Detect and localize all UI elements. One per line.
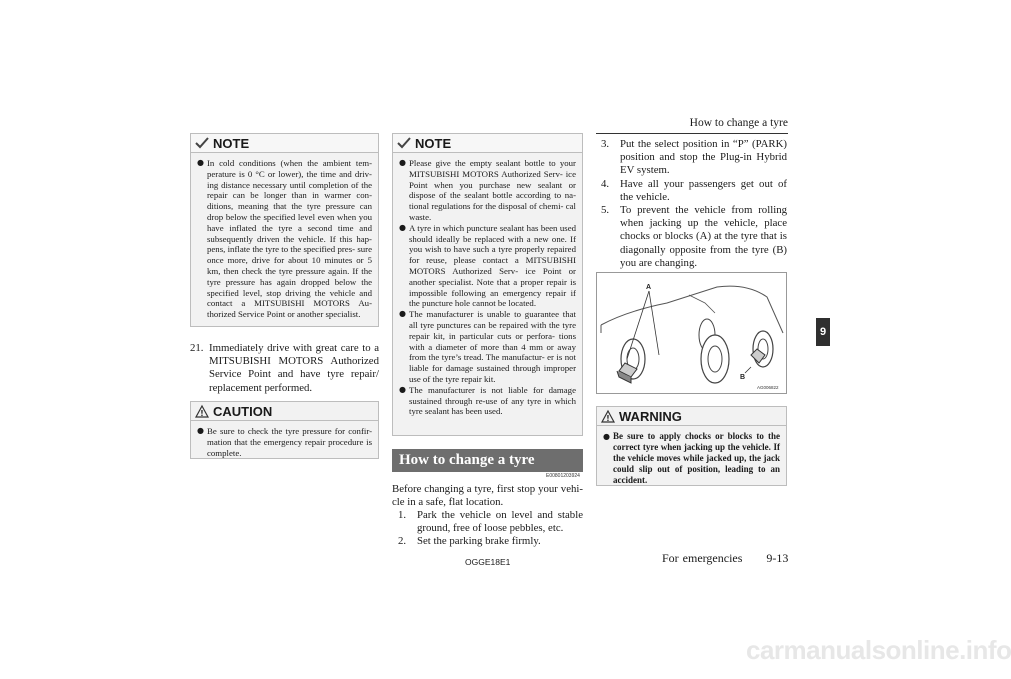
note-label: NOTE: [213, 135, 250, 151]
bullet-icon: ●: [399, 158, 406, 167]
warning-text: Be sure to apply chocks or blocks to the correct tyre when jacking up the vehicle. If the vehicle moves while jacked up, the jack could slip out of position, leading to an accident.: [613, 431, 780, 485]
caution-box: [190, 401, 379, 459]
warning-triangle-icon: [601, 410, 615, 423]
step-text: Have all your passengers get out of the vehicle.: [620, 177, 787, 203]
note-text: In cold conditions (when the ambient tem- perature is 0 °C or lower), the time and driv- ing distance necessary until completion of the repair can be longer than in warmer con- ditions, meaning that the tyre pressure can drop below the specified level even when you have inflated the tyre a second time and subsequently driven the vehicle. If this hap- pens, inflate the tyre to the specified pres- sure once more, drive for about 10 minutes or 5 km, then check the tyre pressure again. If the tyre pressure has again dropped below the specified level, stop driving the vehicle and contact a MITSUBISHI MOTORS Au- thorized Service Point or another specialist.: [207, 158, 372, 320]
note-text: The manufacturer is not liable for damage sustained through re-use of any tyre in which tyre sealant has been used.: [409, 384, 576, 417]
caution-triangle-icon: [195, 405, 209, 418]
bullet-icon: ●: [399, 222, 406, 232]
warning-header: [597, 407, 786, 426]
step-text: Set the parking brake firmly.: [417, 535, 541, 548]
bullet-icon: ●: [603, 432, 610, 441]
watermark: carmanualsonline.info: [746, 635, 1011, 665]
note-label: NOTE: [415, 135, 452, 151]
figure-code: AG006822: [757, 385, 779, 390]
bullet-icon: ●: [197, 158, 204, 167]
figure-label-a: A: [646, 284, 652, 291]
warning-label: WARNING: [619, 408, 682, 424]
svg-text:!: !: [606, 413, 610, 423]
step-text: Park the vehicle on level and stable ground, free of loose pebbles, etc.: [417, 509, 583, 535]
step-item: [601, 204, 787, 270]
figure-label-b: B: [740, 374, 746, 381]
step-number: 3.: [601, 138, 610, 150]
step-number: 5.: [601, 204, 610, 217]
note-body: [191, 153, 378, 326]
note-box-1: [190, 133, 379, 327]
note-check-icon: [397, 137, 411, 149]
page-number: 9-13: [766, 551, 789, 565]
list-item: [197, 158, 372, 320]
list-item: [399, 385, 576, 417]
step-text: Immediately drive with great care to a MITSUBISHI MOTORS Authorized Service Point and have tyre repair/ replacement performed.: [209, 342, 379, 394]
list-item: [399, 223, 576, 309]
note-header: [393, 134, 582, 153]
step-21: [190, 342, 379, 395]
note-header: [191, 134, 378, 153]
step-number: 2.: [398, 535, 407, 548]
bullet-icon: ●: [399, 309, 406, 319]
caution-body: [191, 421, 378, 464]
note-check-icon: [195, 137, 209, 149]
chapter-tab[interactable]: 9: [816, 318, 830, 346]
step-number: 1.: [398, 509, 407, 521]
step-text: To prevent the vehicle from rolling when jacking up the vehicle, place chocks or blocks (A) at the tyre that is diagonally opposite from the tyre (B) you are changing.: [620, 204, 787, 269]
bullet-icon: ●: [399, 384, 406, 394]
note-box-2: [392, 133, 583, 436]
section-code: E00801203924: [546, 473, 580, 479]
caution-label: CAUTION: [213, 403, 273, 419]
running-header: How to change a tyre: [689, 117, 788, 129]
warning-body: [597, 426, 786, 492]
page-footer: [662, 551, 788, 566]
section-steps: [398, 509, 583, 549]
step-item: [601, 138, 787, 178]
list-item: [399, 158, 576, 223]
bullet-icon: ●: [197, 426, 204, 435]
step-number: 4.: [601, 177, 610, 190]
header-rule: [596, 133, 788, 134]
footer-section: For emergencies: [662, 551, 743, 565]
right-steps: [601, 138, 787, 270]
svg-text:!: !: [200, 408, 204, 418]
section-intro: Before changing a tyre, first stop your vehi- cle in a safe, flat location.: [392, 483, 583, 509]
figure-frame: [596, 272, 787, 394]
list-item: [603, 431, 780, 486]
caution-text: Be sure to check the tyre pressure for confir- mation that the emergency repair procedure is complete.: [207, 426, 372, 458]
doc-code: OGGE18E1: [465, 557, 511, 567]
list-item: [197, 426, 372, 458]
step-text: Put the select position in “P” (PARK) position and stop the Plug-in Hybrid EV system.: [620, 138, 787, 177]
section-title: How to change a tyre: [392, 449, 583, 472]
step-item: [601, 178, 787, 204]
note-text: The manufacturer is unable to guarantee that all tyre punctures can be repaired with the tyre repair kit, in particular cuts or perfora- tions with a diameter of more than 4 mm or away from the tyre’s tread. The manufactur- er is not liable for damage sustained through improper use of the tyre repair kit.: [409, 309, 576, 384]
note-body: [393, 153, 582, 423]
note-text: A tyre in which puncture sealant has been used should ideally be replaced with a new one. If you wish to have such a tyre properly repaired for reuse, please contact a MITSUBISHI MOTORS Authorized Serv- ice Point or another specialist. Note that a proper repair is impossible following an emergency repair if the puncture hole cannot be located.: [409, 222, 576, 309]
vehicle-chock-illustration: [597, 273, 786, 393]
step-number: 21.: [190, 342, 204, 354]
note-text: Please give the empty sealant bottle to your MITSUBISHI MOTORS Authorized Serv- ice Point when you purchase new sealant or dispose of the sealant bottle according to na- tional regulations for the disposal of chemi- cal waste.: [409, 158, 576, 222]
step-item: [398, 535, 583, 548]
warning-box: [596, 406, 787, 486]
caution-header: [191, 402, 378, 421]
step-item: [398, 509, 583, 535]
list-item: [399, 309, 576, 385]
